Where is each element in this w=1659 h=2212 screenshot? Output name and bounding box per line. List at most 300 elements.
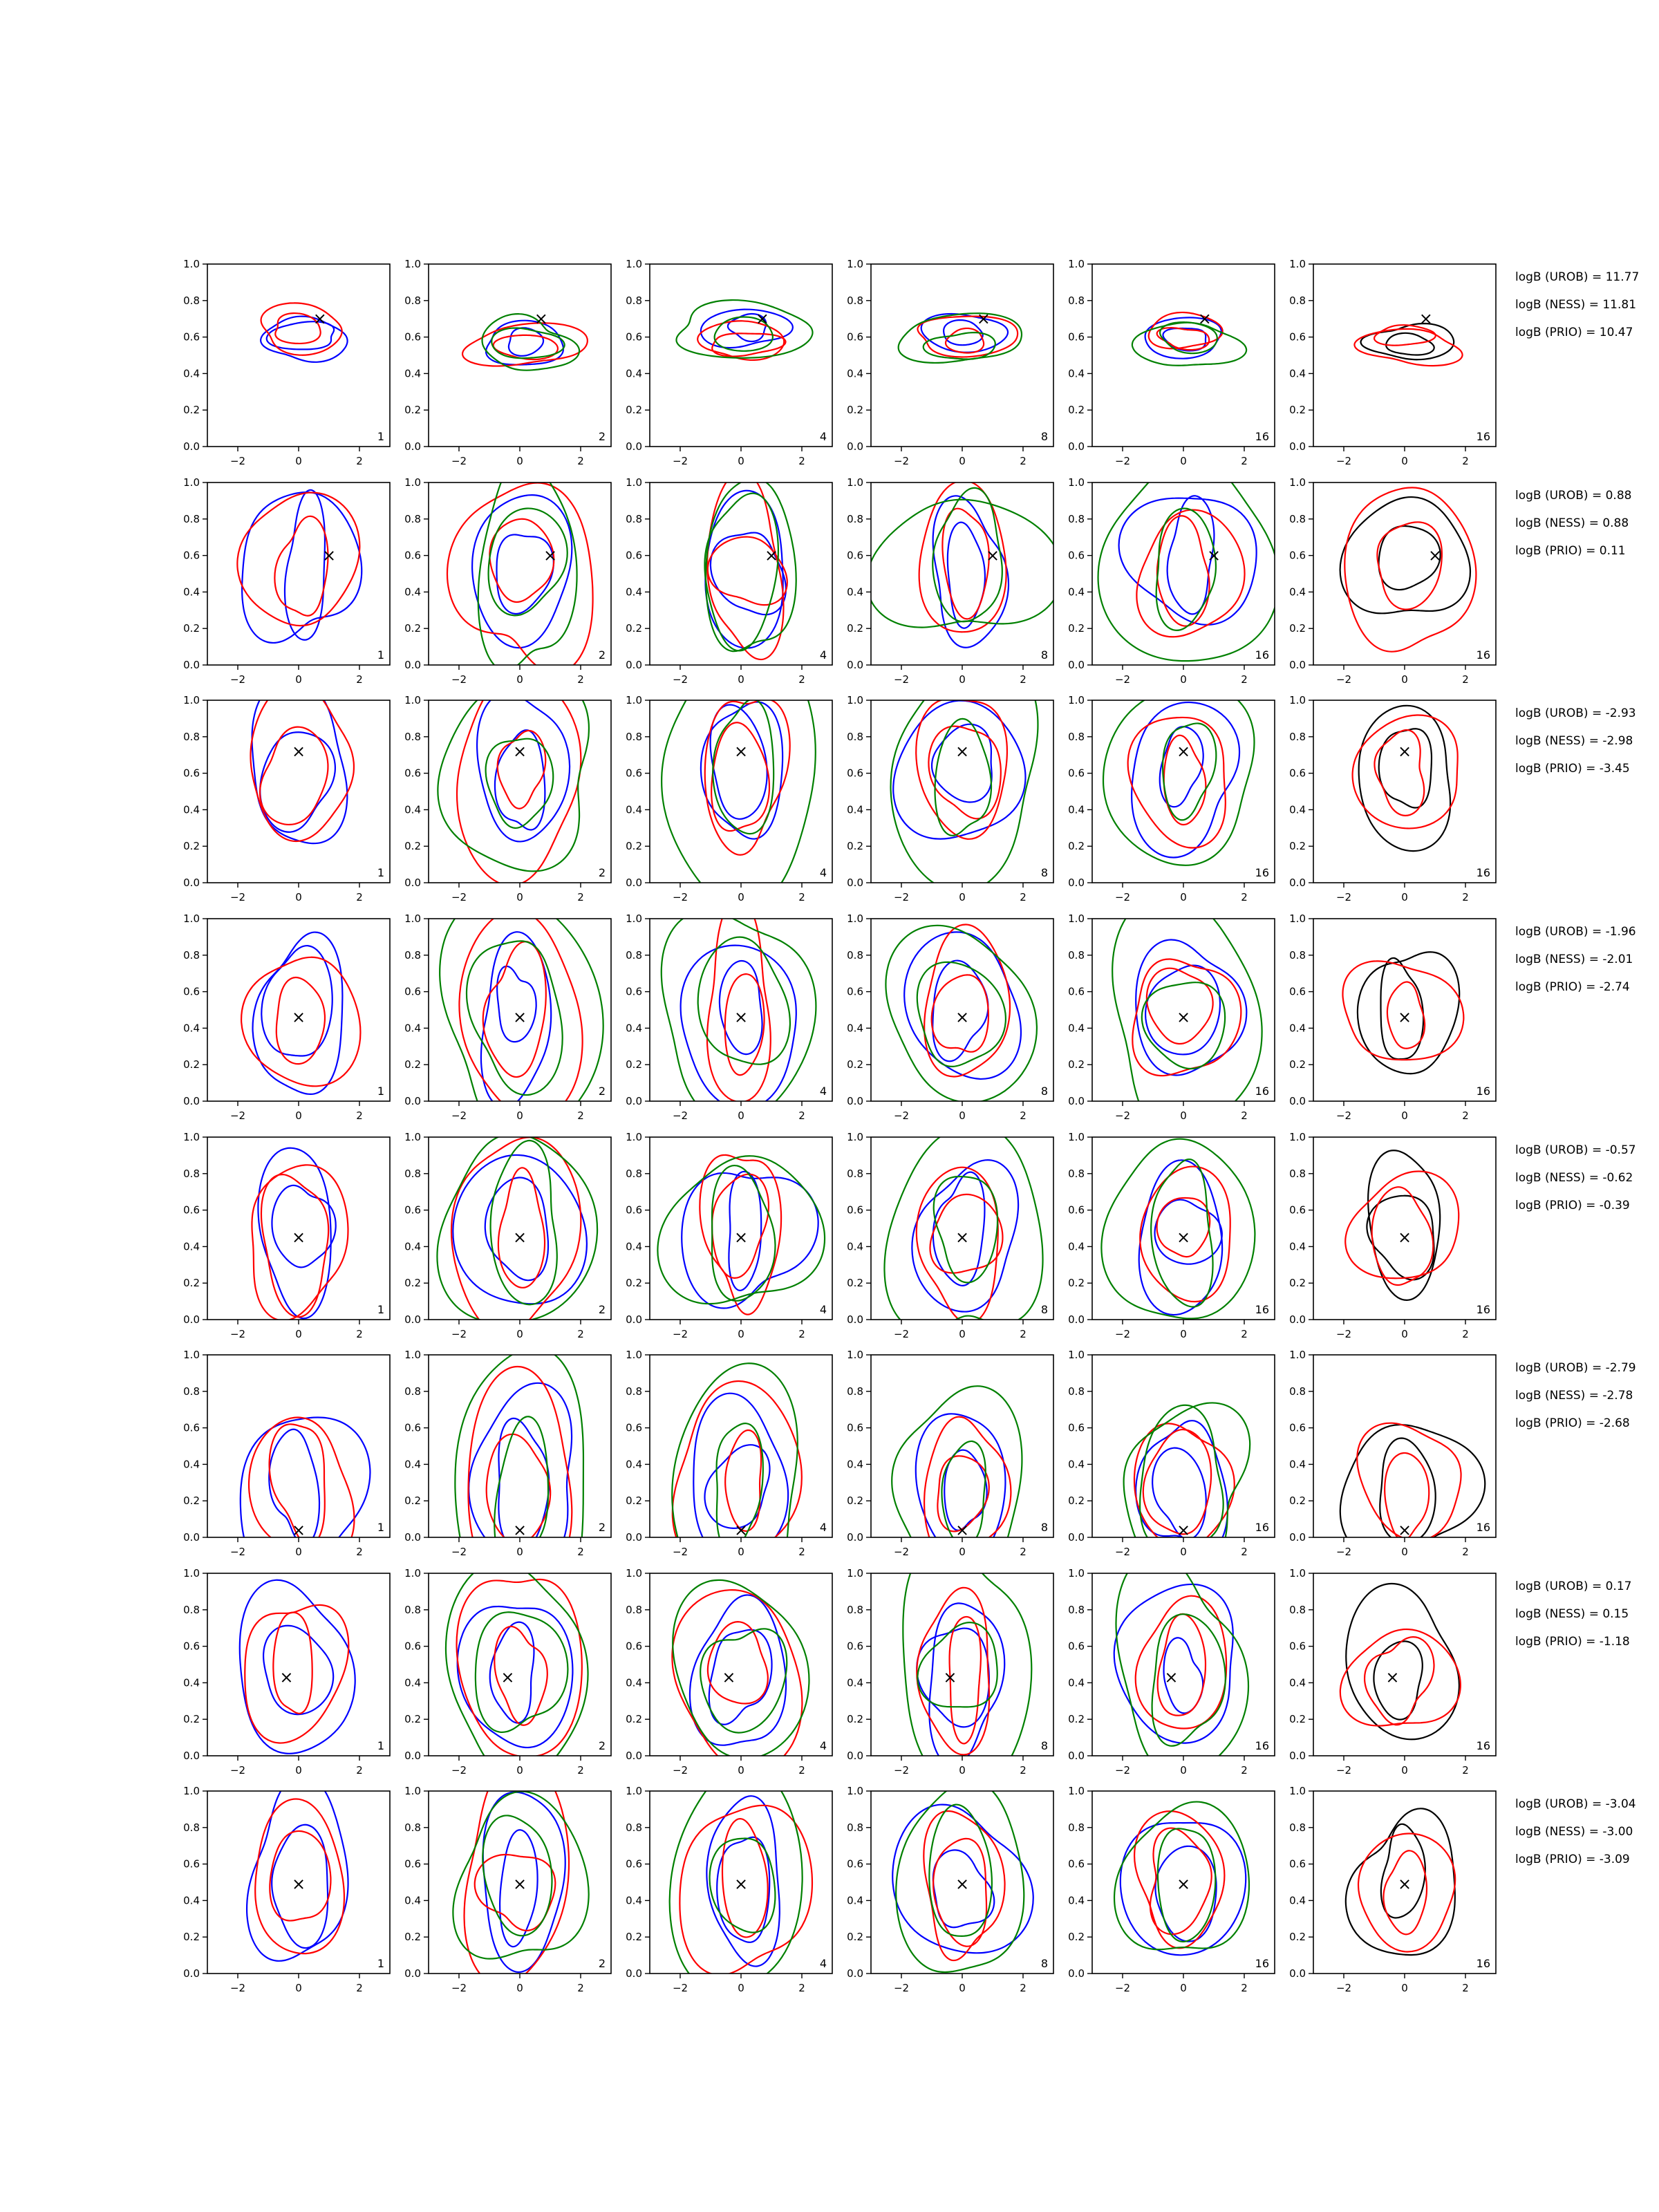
y-tick-label: 0.0: [404, 440, 421, 453]
x-tick-label: −2: [893, 455, 910, 467]
red-contour: [924, 924, 1010, 1076]
y-tick-label: 0.2: [404, 622, 421, 635]
x-tick-label: 0: [1180, 1764, 1187, 1777]
contour-group: [453, 1758, 588, 1985]
y-tick-label: 0.4: [626, 803, 642, 816]
contour-group: [1340, 1423, 1485, 1560]
y-tick-label: 0.8: [626, 730, 642, 743]
true-value-marker: ×: [1385, 1667, 1400, 1687]
axes-frame: [429, 1573, 611, 1756]
x-tick-label: −2: [1335, 455, 1352, 467]
y-tick-label: 0.4: [847, 1894, 863, 1907]
logb-text: logB (UROB) = -3.04: [1515, 1797, 1636, 1811]
x-tick-label: −2: [229, 1546, 246, 1558]
logb-text: logB (UROB) = -1.96: [1515, 925, 1636, 939]
y-tick-label: 1.0: [404, 1567, 421, 1580]
contour-group: [455, 1347, 583, 1627]
axes-frame: [650, 482, 832, 665]
true-value-marker: ×: [733, 1874, 749, 1894]
x-tick-label: −2: [1335, 1109, 1352, 1122]
x-tick-label: 0: [516, 891, 523, 903]
blue-contour: [932, 724, 992, 803]
y-tick-label: 0.2: [404, 1277, 421, 1290]
x-tick-label: 2: [1462, 1764, 1469, 1777]
y-tick-label: 1.0: [1068, 1785, 1085, 1797]
panel-label: 1: [377, 866, 384, 879]
red-contour: [712, 1174, 769, 1278]
true-value-marker: ×: [955, 1007, 970, 1027]
y-tick-label: 0.4: [847, 1022, 863, 1035]
axes-frame: [207, 1573, 390, 1756]
green-contour: [438, 673, 589, 872]
y-tick-label: 1.0: [847, 258, 863, 270]
y-tick-label: 0.6: [1068, 549, 1085, 562]
y-tick-label: 0.0: [626, 1313, 642, 1326]
x-tick-label: −2: [672, 1328, 688, 1340]
green-contour: [446, 1561, 588, 1782]
y-tick-label: 0.4: [626, 1676, 642, 1689]
green-contour: [1103, 685, 1254, 865]
y-tick-label: 0.8: [847, 1167, 863, 1180]
y-tick-label: 0.8: [1068, 294, 1085, 307]
x-tick-label: 2: [577, 1328, 584, 1340]
panel-label: 8: [1040, 1957, 1048, 1970]
x-tick-label: −2: [893, 673, 910, 686]
y-tick-label: 0.0: [404, 1750, 421, 1762]
panel-label: 2: [598, 1303, 606, 1316]
y-tick-label: 0.2: [1068, 1494, 1085, 1508]
contour-group: [1124, 1403, 1250, 1578]
x-tick-label: 0: [1401, 1109, 1408, 1122]
axes-frame: [1313, 700, 1496, 883]
y-tick-label: 1.0: [1289, 912, 1306, 925]
y-tick-label: 0.2: [404, 404, 421, 417]
x-tick-label: 2: [1020, 673, 1027, 686]
y-tick-label: 0.4: [1068, 585, 1085, 599]
y-tick-label: 0.2: [626, 622, 642, 635]
panel-r7-c4: [847, 1541, 1053, 1792]
y-tick-label: 0.8: [404, 1167, 421, 1180]
axes-frame: [207, 1355, 390, 1540]
x-tick-label: −2: [451, 1328, 467, 1340]
green-contour: [476, 1612, 568, 1732]
true-value-marker: ×: [1397, 1520, 1412, 1540]
axes-frame: [429, 700, 611, 883]
x-tick-label: 2: [577, 1764, 584, 1777]
x-tick-label: 0: [295, 1546, 302, 1558]
panel-label: 4: [819, 866, 827, 879]
x-tick-label: 0: [738, 1109, 744, 1122]
y-tick-label: 0.2: [404, 840, 421, 853]
panel-r4-c4: [847, 912, 1053, 1122]
x-tick-label: 2: [356, 673, 363, 686]
logb-group-row-8: [1515, 1797, 1636, 1866]
logb-text: logB (UROB) = -2.79: [1515, 1361, 1636, 1375]
panel-r3-c4: [847, 653, 1053, 903]
true-value-marker: ×: [733, 1007, 749, 1027]
x-tick-label: 2: [798, 891, 805, 903]
panel-label: 1: [377, 1739, 384, 1752]
x-tick-label: 0: [295, 455, 302, 467]
y-tick-label: 0.4: [183, 1022, 200, 1035]
y-tick-label: 1.0: [183, 258, 200, 270]
x-tick-label: 2: [798, 1328, 805, 1340]
contour-group: [1353, 706, 1458, 851]
y-tick-label: 0.6: [1068, 330, 1085, 344]
y-tick-label: 0.8: [1068, 948, 1085, 962]
x-tick-label: −2: [672, 673, 688, 686]
y-tick-label: 0.8: [626, 294, 642, 307]
x-tick-label: −2: [893, 1328, 910, 1340]
panel-r5-c6: [1289, 1131, 1496, 1340]
y-tick-label: 0.4: [1289, 1240, 1306, 1253]
y-tick-label: 1.0: [404, 476, 421, 489]
x-tick-label: 2: [356, 1982, 363, 1994]
y-tick-label: 0.6: [847, 1857, 863, 1871]
x-tick-label: −2: [1114, 1982, 1131, 1994]
logb-text: logB (NESS) = 0.88: [1515, 516, 1629, 530]
y-tick-label: 0.8: [404, 294, 421, 307]
x-tick-label: −2: [451, 1764, 467, 1777]
y-tick-label: 0.0: [626, 1967, 642, 1980]
axes-frame: [1092, 482, 1275, 665]
y-tick-label: 0.2: [1068, 404, 1085, 417]
y-tick-label: 0.6: [1068, 1203, 1085, 1217]
y-tick-label: 0.2: [1289, 404, 1306, 417]
x-tick-label: 0: [516, 1328, 523, 1340]
x-tick-label: −2: [672, 1109, 688, 1122]
panel-r4-c5: [1068, 893, 1275, 1138]
contour-group: [1098, 457, 1280, 661]
true-value-marker: ×: [1176, 1007, 1191, 1027]
y-tick-label: 0.2: [1289, 1058, 1306, 1071]
y-tick-label: 0.2: [1068, 1058, 1085, 1071]
y-tick-label: 0.4: [183, 803, 200, 816]
y-tick-label: 1.0: [1068, 476, 1085, 489]
true-value-marker: ×: [321, 545, 337, 565]
x-tick-label: 2: [1020, 891, 1027, 903]
contour-group: [446, 1561, 588, 1782]
contour-group: [899, 313, 1022, 363]
x-tick-label: 2: [1241, 1109, 1248, 1122]
y-tick-label: 0.8: [626, 948, 642, 962]
panel-label: 16: [1255, 648, 1269, 662]
contour-group: [438, 672, 589, 885]
y-tick-label: 0.2: [626, 1713, 642, 1726]
logb-group-row-1: [1515, 270, 1639, 339]
y-tick-label: 0.4: [626, 1894, 642, 1907]
logb-text: logB (UROB) = 11.77: [1515, 270, 1640, 284]
y-tick-label: 0.4: [183, 1240, 200, 1253]
true-value-marker: ×: [955, 1874, 970, 1894]
panel-label: 4: [819, 648, 827, 662]
y-tick-label: 0.8: [183, 1603, 200, 1616]
x-tick-label: 2: [798, 1109, 805, 1122]
panel-label: 1: [377, 1957, 384, 1970]
contour-group: [1132, 312, 1246, 366]
panel-label: 8: [1040, 1521, 1048, 1534]
blue-contour: [681, 946, 796, 1109]
y-tick-label: 0.0: [183, 1313, 200, 1326]
y-tick-label: 0.6: [626, 1203, 642, 1217]
true-value-marker: ×: [291, 1007, 306, 1027]
y-tick-label: 0.6: [1289, 1640, 1306, 1653]
red-contour: [457, 672, 581, 885]
panel-label: 16: [1255, 1303, 1269, 1316]
true-value-marker: ×: [512, 1228, 527, 1248]
panel-label: 1: [377, 1303, 384, 1316]
panel-label: 4: [819, 1521, 827, 1534]
y-tick-label: 0.6: [847, 1203, 863, 1217]
x-tick-label: 0: [1401, 1982, 1408, 1994]
panel-r1-c3: [626, 258, 832, 467]
y-tick-label: 0.4: [1289, 1894, 1306, 1907]
y-tick-label: 1.0: [1068, 1349, 1085, 1361]
x-tick-label: −2: [1114, 1546, 1131, 1558]
y-tick-label: 0.6: [1289, 1857, 1306, 1871]
panel-r1-c2: [404, 258, 611, 467]
y-tick-label: 0.6: [1289, 1203, 1306, 1217]
y-tick-label: 0.4: [847, 367, 863, 380]
red-contour: [447, 483, 593, 673]
x-tick-label: −2: [672, 1546, 688, 1558]
y-tick-label: 0.0: [626, 1531, 642, 1544]
y-tick-label: 0.0: [847, 659, 863, 671]
logb-group-row-5: [1515, 1143, 1636, 1212]
x-tick-label: 0: [959, 891, 966, 903]
y-tick-label: 1.0: [404, 694, 421, 706]
y-tick-label: 0.8: [847, 512, 863, 525]
y-tick-label: 0.8: [1289, 730, 1306, 743]
logb-text: logB (NESS) = 0.15: [1515, 1607, 1629, 1621]
y-tick-label: 0.2: [626, 1058, 642, 1071]
true-value-marker: ×: [1397, 1874, 1412, 1894]
y-tick-label: 1.0: [847, 476, 863, 489]
y-tick-label: 0.6: [183, 330, 200, 344]
true-value-marker: ×: [764, 545, 779, 565]
panel-r7-c3: [626, 1567, 832, 1777]
panel-label: 16: [1255, 866, 1269, 879]
y-tick-label: 0.4: [1068, 1894, 1085, 1907]
true-value-marker: ×: [512, 1874, 527, 1894]
x-tick-label: −2: [229, 673, 246, 686]
green-contour: [1098, 457, 1280, 661]
y-tick-label: 0.2: [404, 1494, 421, 1508]
y-tick-label: 0.2: [626, 840, 642, 853]
y-tick-label: 0.4: [1068, 803, 1085, 816]
y-tick-label: 0.4: [1289, 585, 1306, 599]
contour-group: [1103, 685, 1254, 865]
axes-frame: [1313, 264, 1496, 447]
y-tick-label: 0.2: [404, 1058, 421, 1071]
axes-frame: [871, 1573, 1053, 1756]
panel-r1-c1: [183, 258, 390, 467]
x-tick-label: 0: [295, 1982, 302, 1994]
true-value-marker: ×: [291, 1874, 306, 1894]
y-tick-label: 0.4: [1289, 803, 1306, 816]
y-tick-label: 0.2: [183, 1058, 200, 1071]
red-contour: [1147, 968, 1213, 1044]
y-tick-label: 0.4: [847, 585, 863, 599]
logb-text: logB (NESS) = -3.00: [1515, 1825, 1633, 1839]
x-tick-label: 0: [738, 1328, 744, 1340]
panel-label: 16: [1476, 1303, 1490, 1316]
logb-text: logB (NESS) = -2.78: [1515, 1389, 1633, 1403]
panel-r1-c4: [847, 258, 1053, 467]
y-tick-label: 0.8: [847, 948, 863, 962]
x-tick-label: −2: [1335, 1546, 1352, 1558]
logb-group-row-4: [1515, 925, 1636, 994]
y-tick-label: 0.6: [847, 767, 863, 780]
y-tick-label: 0.2: [847, 1713, 863, 1726]
y-tick-label: 1.0: [183, 1131, 200, 1143]
red-contour: [707, 898, 771, 1102]
panel-r6-c6: [1289, 1349, 1496, 1560]
panel-r6-c1: [183, 1349, 390, 1588]
y-tick-label: 1.0: [626, 476, 642, 489]
y-tick-label: 0.8: [404, 1821, 421, 1834]
true-value-marker: ×: [512, 741, 527, 761]
true-value-marker: ×: [1427, 545, 1443, 565]
y-tick-label: 1.0: [626, 1131, 642, 1143]
y-tick-label: 0.0: [626, 659, 642, 671]
y-tick-label: 1.0: [847, 912, 863, 925]
red-contour: [274, 516, 328, 616]
y-tick-label: 0.4: [626, 585, 642, 599]
panel-r5-c3: [626, 1131, 832, 1340]
true-value-marker: ×: [955, 741, 970, 761]
y-tick-label: 0.8: [626, 1385, 642, 1398]
panel-label: 8: [1040, 1739, 1048, 1752]
y-tick-label: 0.8: [404, 948, 421, 962]
x-tick-label: 2: [1020, 1109, 1027, 1122]
y-tick-label: 0.2: [1289, 1713, 1306, 1726]
y-tick-label: 0.0: [1068, 659, 1085, 671]
y-tick-label: 0.4: [1068, 1458, 1085, 1471]
logb-text: logB (PRIO) = -3.09: [1515, 1853, 1630, 1866]
y-tick-label: 0.8: [626, 512, 642, 525]
y-tick-label: 0.6: [183, 767, 200, 780]
x-tick-label: −2: [1114, 1328, 1131, 1340]
y-tick-label: 0.6: [404, 1421, 421, 1434]
x-tick-label: 2: [1462, 673, 1469, 686]
y-tick-label: 1.0: [1289, 476, 1306, 489]
y-tick-label: 0.0: [1068, 1967, 1085, 1980]
y-tick-label: 0.8: [183, 948, 200, 962]
red-contour: [924, 1417, 1011, 1568]
y-tick-label: 1.0: [847, 1567, 863, 1580]
y-tick-label: 0.4: [404, 1240, 421, 1253]
x-tick-label: −2: [229, 455, 246, 467]
true-value-marker: ×: [500, 1667, 515, 1687]
y-tick-label: 0.6: [183, 1857, 200, 1871]
y-tick-label: 0.2: [404, 1713, 421, 1726]
contour-group: [1345, 1150, 1459, 1300]
y-tick-label: 0.0: [847, 1313, 863, 1326]
y-tick-label: 0.0: [1289, 1967, 1306, 1980]
logb-text: logB (UROB) = 0.17: [1515, 1580, 1632, 1593]
y-tick-label: 0.8: [183, 1821, 200, 1834]
panel-r2-c3: [626, 471, 832, 686]
x-tick-label: 0: [295, 673, 302, 686]
panel-r6-c3: [626, 1349, 832, 1615]
true-value-marker: ×: [943, 1667, 957, 1687]
y-tick-label: 0.4: [183, 585, 200, 599]
x-tick-label: −2: [672, 891, 688, 903]
y-tick-label: 1.0: [847, 694, 863, 706]
x-tick-label: 0: [295, 1764, 302, 1777]
panel-label: 16: [1476, 1521, 1490, 1534]
true-value-marker: ×: [543, 545, 558, 565]
red-contour: [1344, 487, 1476, 651]
y-tick-label: 1.0: [1068, 694, 1085, 706]
y-tick-label: 0.0: [404, 877, 421, 889]
contour-group: [891, 653, 1038, 892]
panel-label: 2: [598, 1739, 606, 1752]
x-tick-label: 0: [516, 455, 523, 467]
x-tick-label: 2: [356, 1764, 363, 1777]
logb-group-row-3: [1515, 706, 1636, 776]
panel-r2-c1: [183, 476, 390, 686]
panel-r7-c2: [404, 1561, 611, 1782]
y-tick-label: 0.8: [626, 1167, 642, 1180]
panel-label: 4: [819, 1739, 827, 1752]
y-tick-label: 0.0: [1068, 1531, 1085, 1544]
y-tick-label: 1.0: [183, 476, 200, 489]
logb-text: logB (PRIO) = 10.47: [1515, 326, 1633, 339]
y-tick-label: 0.6: [626, 767, 642, 780]
y-tick-label: 0.8: [183, 1167, 200, 1180]
y-tick-label: 1.0: [1068, 1131, 1085, 1143]
y-tick-label: 0.8: [1289, 1167, 1306, 1180]
y-tick-label: 1.0: [1289, 1567, 1306, 1580]
panel-r7-c6: [1289, 1567, 1496, 1777]
y-tick-label: 0.4: [1289, 1022, 1306, 1035]
true-value-marker: ×: [985, 545, 1000, 565]
x-tick-label: −2: [1335, 1328, 1352, 1340]
y-tick-label: 0.4: [847, 1458, 863, 1471]
y-tick-label: 0.2: [626, 1277, 642, 1290]
y-tick-label: 0.8: [404, 730, 421, 743]
blue-contour: [948, 523, 985, 628]
y-tick-label: 0.0: [1289, 1531, 1306, 1544]
y-tick-label: 0.0: [847, 877, 863, 889]
red-contour: [1340, 1629, 1461, 1726]
blue-contour: [709, 1630, 772, 1725]
panel-r7-c5: [1068, 1553, 1275, 1777]
x-tick-label: 2: [1020, 1546, 1027, 1558]
y-tick-label: 0.0: [183, 440, 200, 453]
y-tick-label: 1.0: [1068, 258, 1085, 270]
x-tick-label: 0: [1401, 1764, 1408, 1777]
x-tick-label: 2: [1462, 1982, 1469, 1994]
x-tick-label: 0: [738, 1982, 744, 1994]
panel-label: 4: [819, 1957, 827, 1970]
y-tick-label: 0.2: [183, 1713, 200, 1726]
y-tick-label: 0.4: [404, 803, 421, 816]
y-tick-label: 0.4: [183, 367, 200, 380]
axes-frame: [1092, 1355, 1275, 1540]
panel-r4-c3: [626, 898, 832, 1123]
y-tick-label: 0.0: [404, 1095, 421, 1107]
y-tick-label: 0.0: [404, 1313, 421, 1326]
y-tick-label: 0.8: [183, 1385, 200, 1398]
x-tick-label: −2: [451, 1982, 467, 1994]
contour-group: [261, 303, 347, 362]
y-tick-label: 0.6: [183, 549, 200, 562]
panel-label: 16: [1476, 1085, 1490, 1098]
x-tick-label: 0: [1401, 1328, 1408, 1340]
